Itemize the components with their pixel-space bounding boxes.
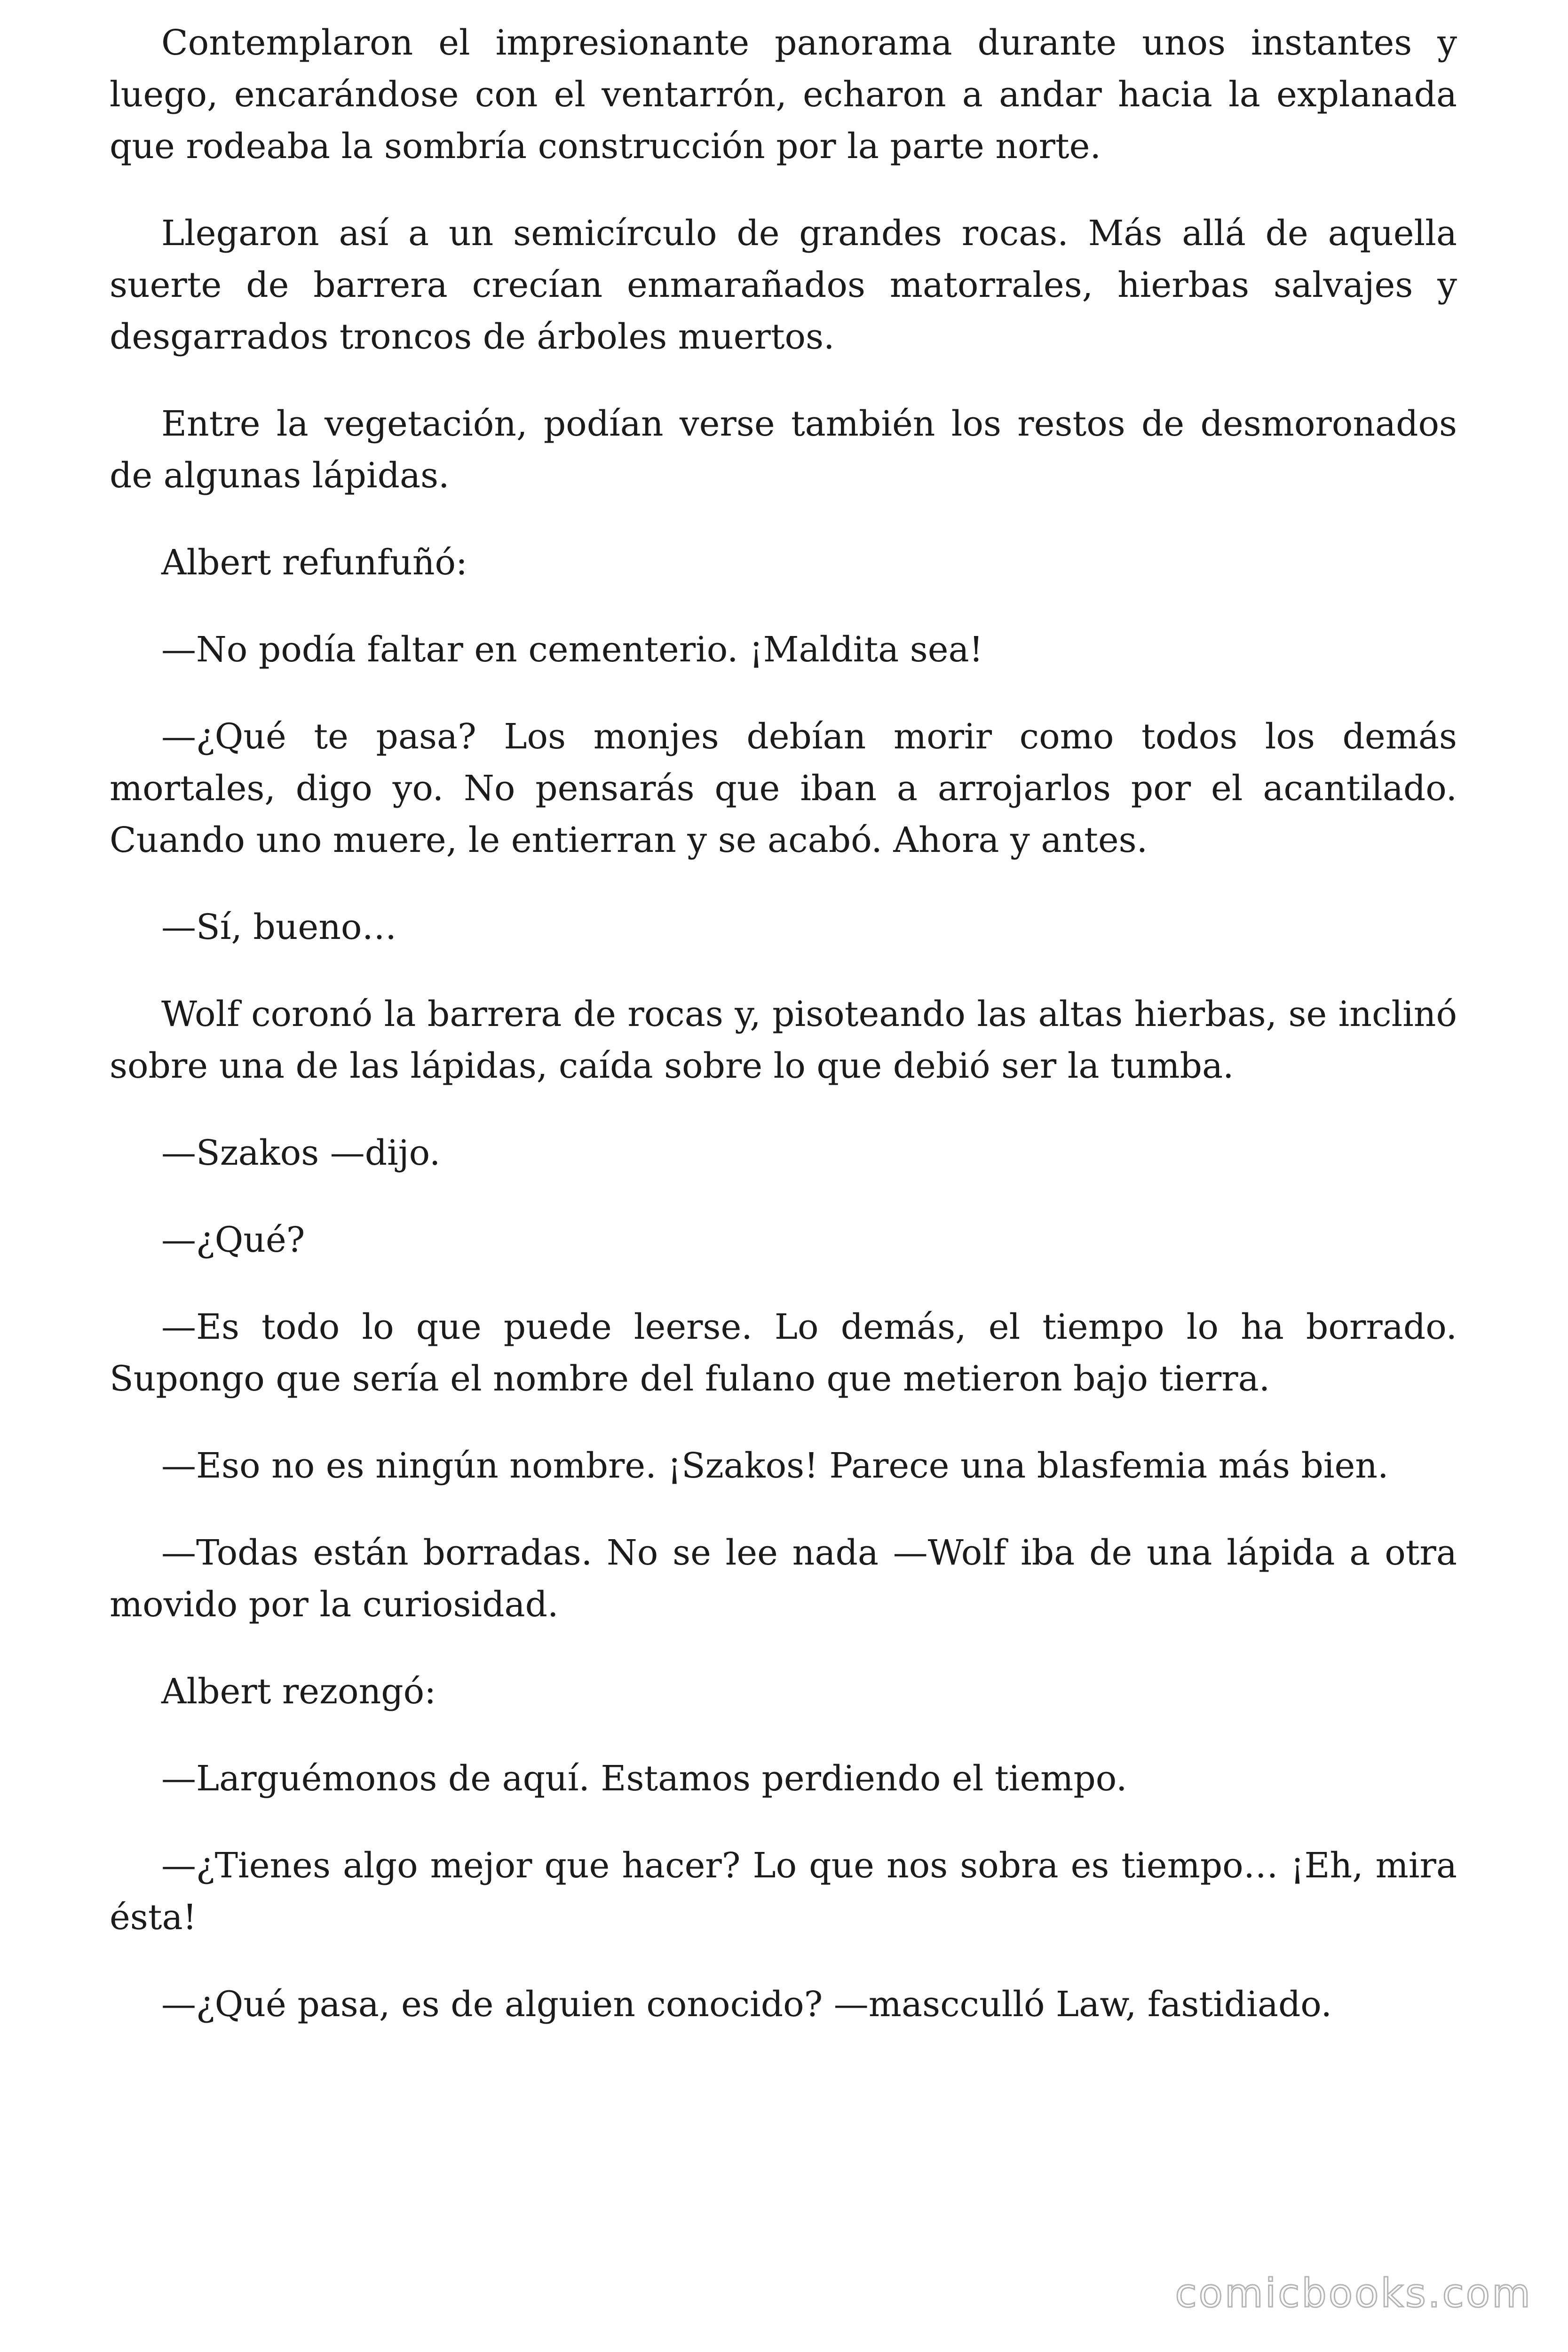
paragraph: Llegaron así a un semicírculo de grandes rocas. Más allá de aquella suerte de barrera crecían enmarañados matorrales, hierbas salvajes y desgarrados troncos de árboles muertos. (110, 213, 1457, 357)
paragraph: Albert rezongó: (161, 1671, 436, 1712)
paragraph: —¿Tienes algo mejor que hacer? Lo que nos sobra es tiempo… ¡Eh, mira ésta! (110, 1845, 1457, 1938)
paragraph: —Szakos —dijo. (161, 1133, 441, 1173)
paragraph: Wolf coronó la barrera de rocas y, pisoteando las altas hierbas, se inclinó sobre una de las lápidas, caída sobre lo que debió ser la tumba. (110, 994, 1457, 1086)
paragraph: Albert refunfuñó: (161, 542, 467, 583)
paragraph: —¿Qué pasa, es de alguien conocido? —mascculló Law, fastidiado. (161, 1984, 1332, 2025)
paragraph: —Sí, bueno… (161, 907, 397, 947)
paragraph: —¿Qué te pasa? Los monjes debían morir como todos los demás mortales, digo yo. No pensarás que iban a arrojarlos por el acantilado. Cuando uno muere, le entierran y se acabó. Ahora y antes. (110, 716, 1457, 860)
paragraph: Entre la vegetación, podían verse también los restos de desmoronados de algunas lápidas. (110, 404, 1457, 496)
paragraph: —Todas están borradas. No se lee nada —Wolf iba de una lápida a otra movido por la curiosidad. (110, 1533, 1457, 1625)
paragraph: —No podía faltar en cementerio. ¡Maldita sea! (161, 629, 983, 670)
watermark: comicbooks.com (1175, 2270, 1532, 2316)
paragraph: —¿Qué? (161, 1220, 305, 1260)
paragraph: —Es todo lo que puede leerse. Lo demás, el tiempo lo ha borrado. Supongo que sería el nombre del fulano que metieron bajo tierra. (110, 1307, 1457, 1399)
paragraph: —Larguémonos de aquí. Estamos perdiendo el tiempo. (161, 1758, 1127, 1799)
page-text (110, 17, 1457, 2030)
paragraph: Contemplaron el impresionante panorama durante unos instantes y luego, encarándose con el ventarrón, echaron a andar hacia la explanada que rodeaba la sombría construcción por la parte norte. (110, 23, 1457, 167)
paragraph: —Eso no es ningún nombre. ¡Szakos! Parece una blasfemia más bien. (161, 1446, 1389, 1486)
